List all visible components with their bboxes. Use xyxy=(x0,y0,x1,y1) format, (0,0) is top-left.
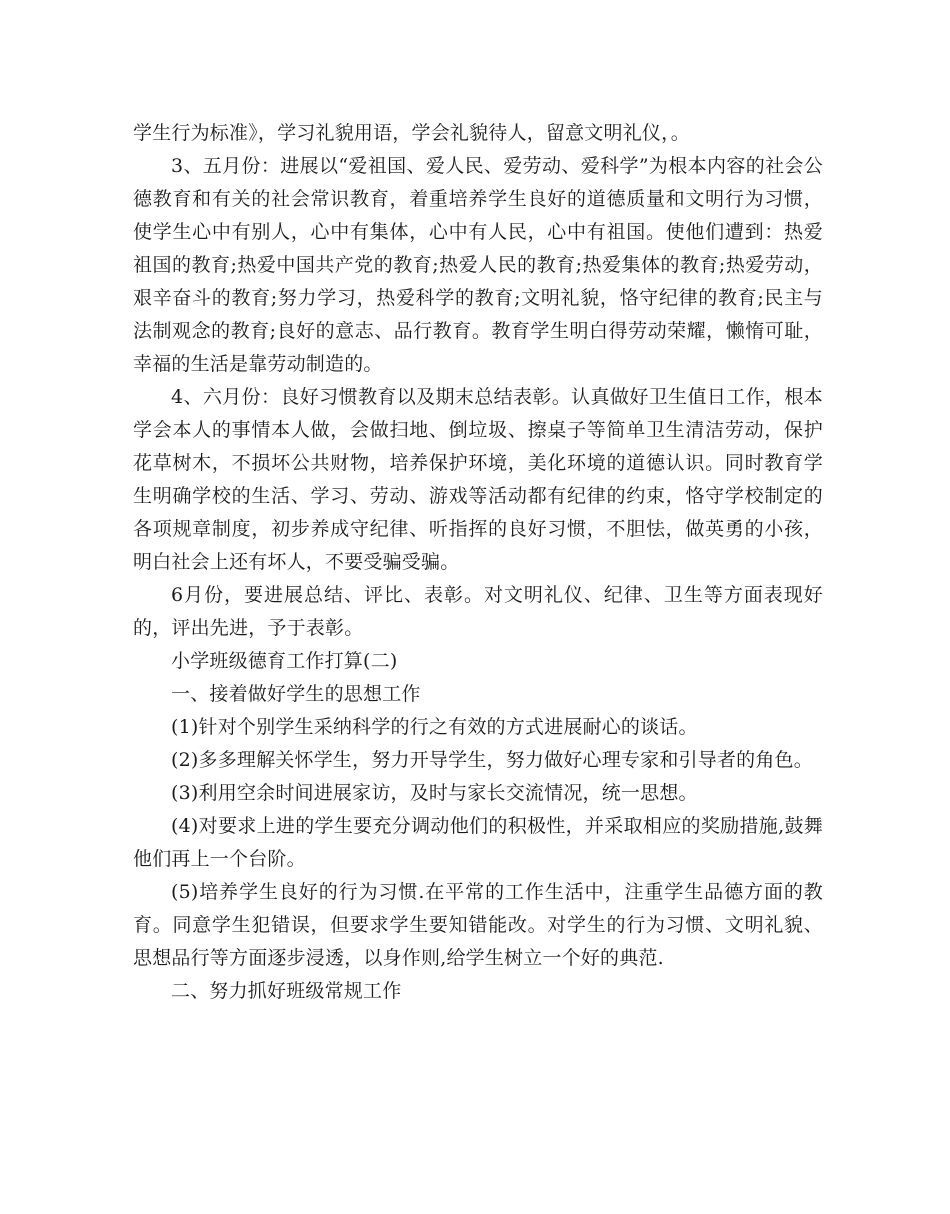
heading-1: 一、接着做好学生的思想工作 xyxy=(171,683,421,705)
list-item-4: (4)对要求上进的学生要充分调动他们的积极性，并采取相应的奖励措施,鼓舞他们再上一个台阶。 xyxy=(133,815,823,870)
list-item-2: (2)多多理解关怀学生，努力开导学生，努力做好心理专家和引导者的角色。 xyxy=(171,749,813,771)
heading-2: 二、努力抓好班级常规工作 xyxy=(171,980,402,1002)
document-body xyxy=(133,117,823,1008)
list-item-5: (5)培养学生良好的行为习惯.在平常的工作生活中，注重学生品德方面的教育。同意学生犯错误，但要求学生要知错能改。对学生的行为习惯、文明礼貌、思想品行等方面逐步浸透，以身作则,给学生树立一个好的典范. xyxy=(133,881,823,969)
paragraph-3: 4、六月份：良好习惯教育以及期末总结表彰。认真做好卫生值日工作，根本学会本人的事情本人做，会做扫地、倒垃圾、擦桌子等简单卫生清洁劳动，保护花草树木，不损坏公共财物，培养保护环境，美化环境的道德认识。同时教育学生明确学校的生活、学习、劳动、游戏等活动都有纪律的约束，恪守学校制定的各项规章制度，初步养成守纪律、听指挥的良好习惯，不胆怯，做英勇的小孩，明白社会上还有坏人，不要受骗受骗。 xyxy=(133,386,823,573)
list-item-3: (3)利用空余时间进展家访，及时与家长交流情况，统一思想。 xyxy=(171,782,698,804)
paragraph-2: 3、五月份：进展以“爱祖国、爱人民、爱劳动、爱科学”为根本内容的社会公德教育和有关的社会常识教育，着重培养学生良好的道德质量和文明行为习惯，使学生心中有别人，心中有集体，心中有人民，心中有祖国。使他们遭到：热爱祖国的教育;热爱中国共产党的教育;热爱人民的教育;热爱集体的教育;热爱劳动，艰辛奋斗的教育;努力学习，热爱科学的教育;文明礼貌，恪守纪律的教育;民主与法制观念的教育;良好的意志、品行教育。教育学生明白得劳动荣耀，懒惰可耻，幸福的生活是靠劳动制造的。 xyxy=(133,155,823,375)
section-title: 小学班级德育工作打算(二) xyxy=(171,650,398,672)
paragraph-4: 6月份，要进展总结、评比、表彰。对文明礼仪、纪律、卫生等方面表现好的，评出先进，予于表彰。 xyxy=(133,584,823,639)
paragraph-1: 学生行为标准》，学习礼貌用语，学会礼貌待人，留意文明礼仪，。 xyxy=(133,122,691,144)
list-item-1: (1)针对个别学生采纳科学的行之有效的方式进展耐心的谈话。 xyxy=(171,716,698,738)
